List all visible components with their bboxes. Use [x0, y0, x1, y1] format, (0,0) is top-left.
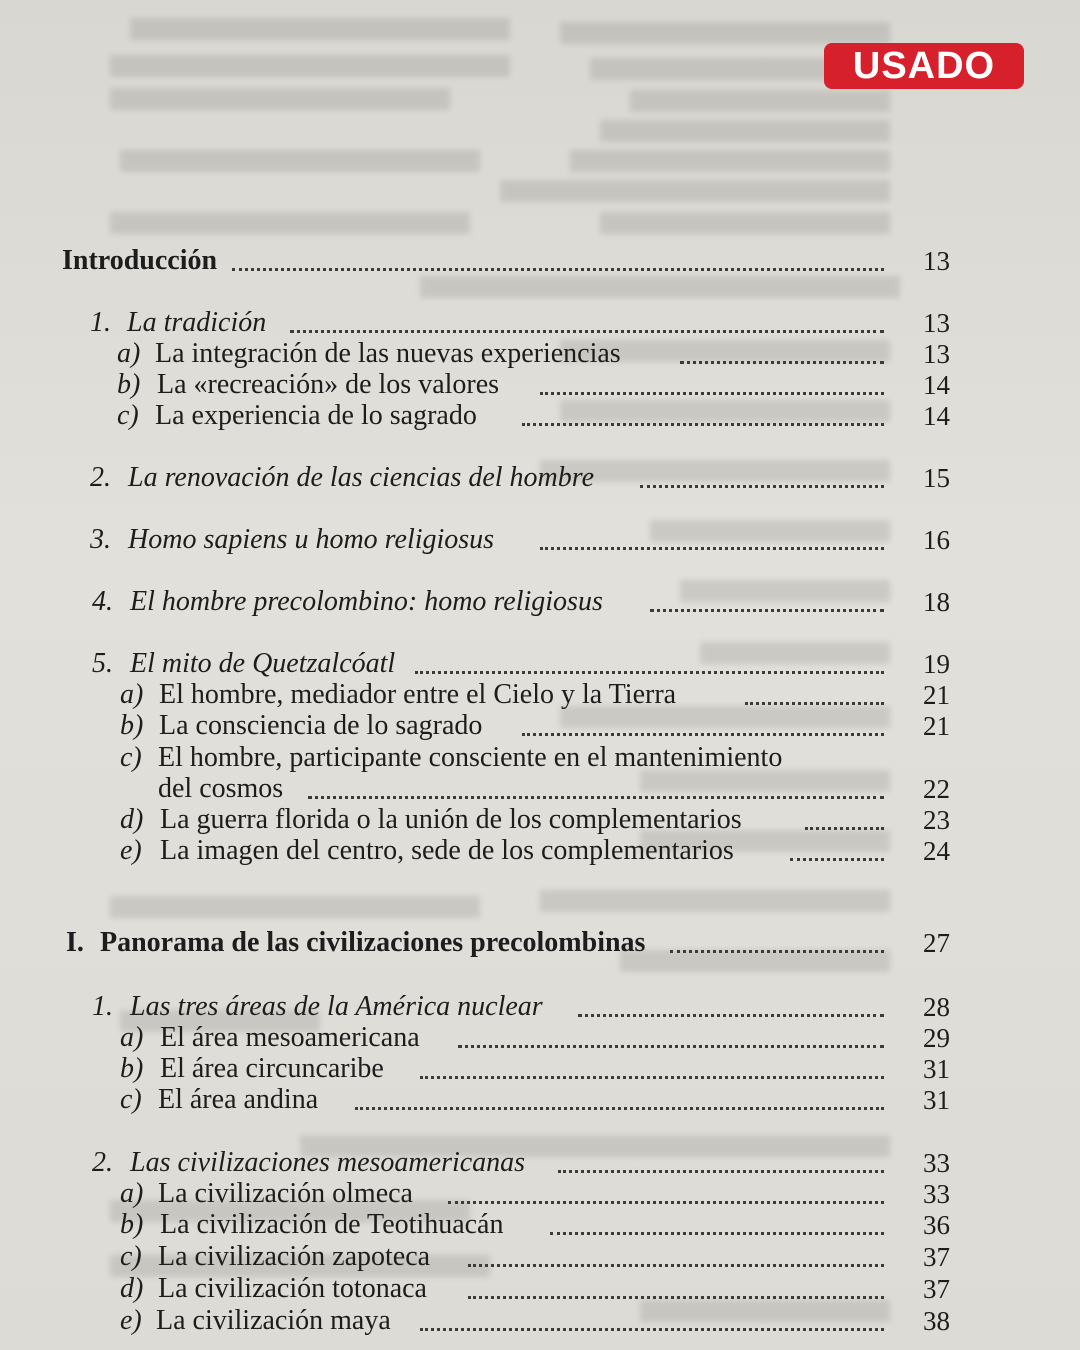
leader-dots — [578, 1012, 884, 1017]
leader-dots — [670, 948, 884, 953]
toc-title: El área mesoamericana — [160, 1022, 420, 1053]
toc-title: La civilización maya — [156, 1305, 391, 1336]
leader-dots — [522, 731, 884, 736]
toc-entry-section[interactable] — [0, 461, 1080, 495]
toc-entry-section[interactable] — [0, 523, 1080, 557]
leader-dots — [640, 483, 884, 488]
page-number: 27 — [923, 928, 950, 958]
toc-number: I. — [66, 927, 84, 958]
toc-title: La imagen del centro, sede de los complementarios — [160, 835, 734, 866]
toc-entry-subsection[interactable] — [0, 803, 1080, 837]
leader-dots — [468, 1262, 884, 1267]
toc-title: El hombre, participante consciente en el mantenimiento — [158, 742, 783, 773]
page-number: 23 — [923, 805, 950, 835]
toc-number: 2. — [92, 1147, 113, 1178]
toc-title: La civilización de Teotihuacán — [160, 1209, 504, 1240]
page-number: 36 — [923, 1210, 950, 1240]
page-number: 37 — [923, 1274, 950, 1304]
toc-number: 2. — [90, 462, 111, 493]
toc-letter: c) — [120, 742, 142, 773]
toc-entry-section[interactable] — [0, 585, 1080, 619]
page-number: 29 — [923, 1023, 950, 1053]
toc-number: 3. — [90, 524, 111, 555]
toc-entry-subsection[interactable] — [0, 1304, 1080, 1338]
toc-title: La consciencia de lo sagrado — [159, 710, 483, 741]
page-number: 24 — [923, 836, 950, 866]
page-number: 33 — [923, 1148, 950, 1178]
toc-letter: e) — [120, 1305, 142, 1336]
toc-entry-subsection[interactable] — [0, 399, 1080, 433]
toc-title: Panorama de las civilizaciones precolombinas — [100, 927, 646, 958]
toc-entry-subsection[interactable] — [0, 1272, 1080, 1306]
leader-dots — [420, 1326, 884, 1331]
leader-dots — [290, 328, 884, 333]
toc-title: Las civilizaciones mesoamericanas — [130, 1147, 526, 1178]
toc-entry-subsection[interactable] — [0, 337, 1080, 371]
page-number: 31 — [923, 1085, 950, 1115]
page-number: 13 — [923, 246, 950, 276]
toc-title: El mito de Quetzalcóatl — [130, 648, 396, 679]
toc-title: Homo sapiens u homo religiosus — [128, 524, 495, 555]
page-number: 33 — [923, 1179, 950, 1209]
toc-title: La civilización zapoteca — [158, 1241, 431, 1272]
toc-title: La tradición — [127, 307, 267, 338]
toc-entry-subsection[interactable] — [0, 1240, 1080, 1274]
toc-number: 1. — [90, 307, 111, 338]
toc-title: El área andina — [158, 1084, 319, 1115]
leader-dots — [558, 1168, 884, 1173]
toc-title: del cosmos — [158, 773, 284, 804]
toc-title: El hombre precolombino: homo religiosus — [130, 586, 603, 617]
toc-entry-subsection[interactable] — [0, 1208, 1080, 1242]
toc-title: La integración de las nuevas experiencias — [155, 338, 621, 369]
leader-dots — [468, 1294, 884, 1299]
page-number: 16 — [923, 525, 950, 555]
page-number: 22 — [923, 774, 950, 804]
toc-entry-section[interactable] — [0, 1146, 1080, 1180]
page-number: 13 — [923, 308, 950, 338]
toc-entry-subsection[interactable] — [0, 1083, 1080, 1117]
toc-title: El hombre, mediador entre el Cielo y la Tierra — [159, 679, 677, 710]
toc-title: La renovación de las ciencias del hombre — [128, 462, 595, 493]
leader-dots — [540, 545, 884, 550]
leader-dots — [805, 825, 884, 830]
toc-entry-subsection[interactable] — [0, 834, 1080, 868]
leader-dots — [458, 1043, 884, 1048]
used-badge: USADO — [824, 43, 1024, 89]
toc-letter: d) — [120, 1273, 144, 1304]
leader-dots — [650, 607, 884, 612]
page-number: 21 — [923, 711, 950, 741]
toc-letter: d) — [120, 804, 144, 835]
toc-letter: c) — [120, 1241, 142, 1272]
toc-entry-subsection[interactable] — [0, 678, 1080, 712]
page-number: 37 — [923, 1242, 950, 1272]
toc-letter: e) — [120, 835, 142, 866]
page-number: 38 — [923, 1306, 950, 1336]
toc-entry-subsection[interactable] — [0, 741, 1080, 775]
leader-dots — [790, 856, 884, 861]
page-number: 15 — [923, 463, 950, 493]
toc-entry-introduction[interactable] — [0, 244, 1080, 278]
toc-number: 4. — [92, 586, 113, 617]
toc-title: La civilización totonaca — [158, 1273, 427, 1304]
toc-letter: a) — [120, 1022, 144, 1053]
leader-dots — [448, 1199, 884, 1204]
page-number: 31 — [923, 1054, 950, 1084]
toc-letter: b) — [117, 369, 141, 400]
leader-dots — [415, 669, 884, 674]
toc-entry-subsection[interactable] — [0, 1177, 1080, 1211]
leader-dots — [680, 359, 884, 364]
leader-dots — [550, 1230, 884, 1235]
leader-dots — [232, 266, 884, 271]
page-number: 14 — [923, 401, 950, 431]
toc-letter: a) — [117, 338, 141, 369]
toc-entry-subsection[interactable] — [0, 368, 1080, 402]
toc-entry-chapter[interactable] — [0, 926, 1080, 960]
toc-title: La guerra florida o la unión de los complementarios — [160, 804, 742, 835]
toc-letter: b) — [120, 710, 144, 741]
toc-letter: c) — [120, 1084, 142, 1115]
toc-title: La «recreación» de los valores — [157, 369, 500, 400]
page-number: 19 — [923, 649, 950, 679]
toc-entry-continuation[interactable] — [0, 772, 1080, 806]
page-number: 13 — [923, 339, 950, 369]
toc-entry-subsection[interactable] — [0, 1021, 1080, 1055]
toc-title: La experiencia de lo sagrado — [155, 400, 477, 431]
leader-dots — [420, 1074, 884, 1079]
toc-entry-section[interactable] — [0, 306, 1080, 340]
toc-entry-section[interactable] — [0, 647, 1080, 681]
leader-dots — [522, 421, 884, 426]
leader-dots — [355, 1105, 884, 1110]
toc-letter: b) — [120, 1209, 144, 1240]
toc-entry-section[interactable] — [0, 990, 1080, 1024]
toc-letter: a) — [120, 679, 144, 710]
toc-title: La civilización olmeca — [158, 1178, 413, 1209]
leader-dots — [540, 390, 884, 395]
toc-letter: b) — [120, 1053, 144, 1084]
page-number: 28 — [923, 992, 950, 1022]
toc-letter: a) — [120, 1178, 144, 1209]
toc-entry-subsection[interactable] — [0, 709, 1080, 743]
leader-dots — [308, 794, 884, 799]
toc-number: 5. — [92, 648, 113, 679]
toc-number: 1. — [92, 991, 113, 1022]
leader-dots — [745, 700, 884, 705]
toc-title: El área circuncaribe — [160, 1053, 384, 1084]
page-number: 14 — [923, 370, 950, 400]
toc-title: Introducción — [62, 245, 218, 276]
page-number: 21 — [923, 680, 950, 710]
toc-letter: c) — [117, 400, 139, 431]
page-number: 18 — [923, 587, 950, 617]
toc-entry-subsection[interactable] — [0, 1052, 1080, 1086]
toc-title: Las tres áreas de la América nuclear — [130, 991, 543, 1022]
